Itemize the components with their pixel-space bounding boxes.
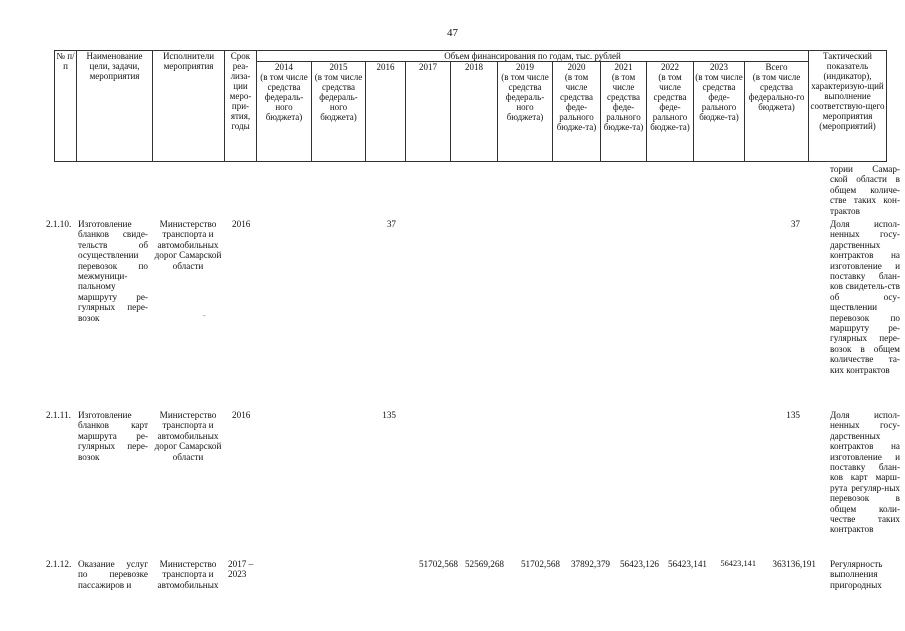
row-name: Оказание услуг по перевозке пассажиров и [78, 559, 148, 590]
row-name: Изготовление бланков свиде-тельств об осуществлении перевозок по межмуници-пальному маршруту ре-гулярных пере-возок [78, 219, 148, 323]
row-value-2016: 37 [386, 219, 396, 229]
row-total: 37 [790, 219, 800, 229]
page-number: 47 [447, 27, 458, 39]
row-term: 2016 [232, 410, 251, 420]
header-year: 2015 (в том числе средства федераль-ного бюджета) [312, 62, 366, 162]
row-num: 2.1.10. [46, 219, 72, 229]
header-financing: Объем финансирования по годам, тыс. рублей [257, 51, 809, 62]
row-executor: Министерство транспорта и автомобильных дорог Самарской области [154, 410, 222, 462]
header-year-total: Всего (в том числе средства федерально-го бюджета) [745, 62, 809, 162]
header-year: 2019 (в том числе средства федераль-ного бюджета) [498, 62, 553, 162]
row-total: 135 [786, 410, 800, 420]
row-executor: Министерство транспорта и автомобильных [157, 559, 219, 590]
header-year: 2020 (в том числе средства феде-рального бюдже-та) [553, 62, 601, 162]
header-num: № п/п [55, 51, 77, 162]
row-term: 2016 [232, 219, 251, 229]
row-value-2022: 56423,141 [667, 559, 707, 569]
row-value-2016: 135 [382, 410, 396, 420]
header-year: 2017 [406, 62, 451, 162]
header-year: 2021 (в том числе средства феде-рального бюдже-та) [601, 62, 647, 162]
row-indicator: Регулярность выполнения пригородных [830, 559, 883, 590]
row-num: 2.1.12. [46, 559, 72, 569]
row-total: 363136,191 [772, 559, 816, 569]
row-value-2017: 51702,568 [418, 559, 458, 569]
header-executors: Исполнители мероприятия [153, 51, 225, 162]
header-year: 2022 (в том числе средства феде-рального бюдже-та) [647, 62, 694, 162]
row-name: Изготовление бланков карт маршрута ре-гулярных пере-возок [78, 410, 148, 462]
header-name: Наименование цели, задачи, мероприятия [77, 51, 153, 162]
header-year: 2023 (в том числе средства феде-рального бюдже-та) [694, 62, 745, 162]
row-num: 2.1.11. [46, 410, 71, 420]
header-indicator: Тактический показатель (индикатор), характеризую-щий выполнение соответствую-щего мероприятия (мероприятий) [809, 51, 887, 162]
row-value-2021: 56423,126 [619, 559, 659, 569]
row-value-2023: 56423,141 [720, 559, 756, 568]
indicator-carryover: тории Самар-ской области в общем количе-стве таких кон-трактов [830, 164, 900, 216]
stray-mark: - [203, 311, 206, 320]
row-value-2018: 52569,268 [464, 559, 504, 569]
row-value-2020: 37892,379 [570, 559, 610, 569]
row-executor: Министерство транспорта и автомобильных дорог Самарской области [154, 219, 222, 271]
header-term: Срок реа-лиза-ции меро-при-ятия, годы [225, 51, 257, 162]
table-header [54, 50, 887, 162]
header-year: 2018 [451, 62, 498, 162]
row-term: 2017 – 2023 [228, 559, 254, 580]
row-indicator: Доля испол-ненных госу-дарственных контрактов на изготовление и поставку блан-ков карт марш-рута регуляр-ных перевозок в общем коли-честве таких контрактов [830, 410, 900, 535]
header-year: 2014 (в том числе средства федераль-ного бюджета) [257, 62, 312, 162]
row-indicator: Доля испол-ненных госу-дарственных контрактов на изготовление и поставку блан-ков свидетель-ств об осу-ществлении перевозок по маршруту ре-гулярных пере-возок в общем количестве та-ких контрактов [830, 219, 900, 375]
row-value-2019: 51702,568 [520, 559, 560, 569]
header-year: 2016 [366, 62, 406, 162]
